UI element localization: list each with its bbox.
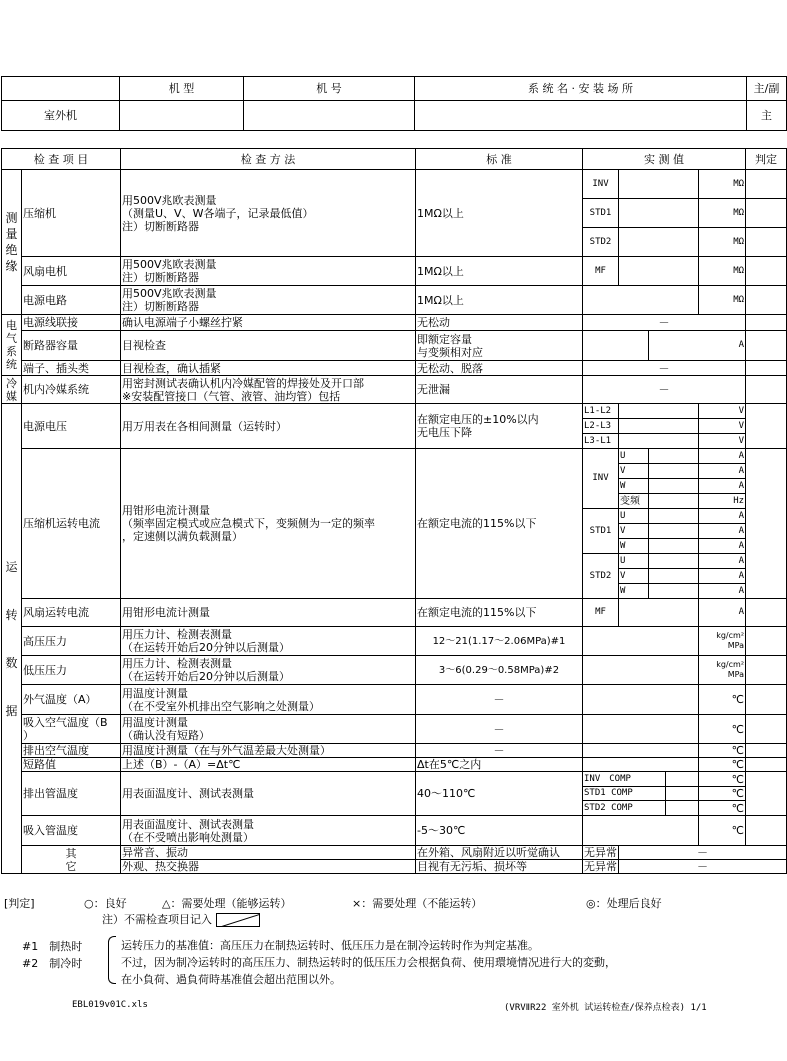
method-short-circuit: 上述（B）-（A）=Δt℃ (121, 758, 416, 772)
ins-std2-value[interactable] (619, 228, 699, 257)
cur-std2-phase: U (619, 554, 649, 569)
judge-short-circuit[interactable] (746, 758, 787, 772)
method-fan-motor: 用500V兆欧表测量 注）切断断路器 (121, 257, 416, 286)
header-system: 系 统 名 · 安 装 场 所 (415, 77, 747, 101)
judge-intake-temp[interactable] (746, 715, 787, 744)
cur-std2-v-value[interactable] (649, 569, 699, 584)
item-high-pressure: 高压压力 (22, 627, 121, 656)
outdoor-temp-unit: ℃ (699, 685, 746, 715)
volt-l1l2-value[interactable] (619, 404, 699, 419)
cur-std1-w-value[interactable] (649, 539, 699, 554)
judge-ins-std1[interactable] (746, 199, 787, 228)
system-field[interactable] (415, 101, 747, 131)
item-fan-motor: 风扇电机 (22, 257, 121, 286)
footer-title: (VRVⅡR22 室外机 试运转检查/保养点检表) 1/1 (504, 1003, 707, 1013)
item-suction-temp: 吸入管温度 (22, 816, 121, 846)
discharge-std2-label: STD2 COMP (583, 801, 666, 816)
std-appearance: 无异常 (584, 860, 617, 873)
note-line-1: 运转压力的基准值：高压压力在制热运转时、低压压力是在制冷运转时作为判定基准。 (121, 939, 539, 952)
item-discharge-temp: 排出管温度 (22, 772, 121, 816)
cur-std2-unit: A (699, 554, 746, 569)
method-suction-temp: 用表面温度计、测试表测量 （在不受喷出影响处测量） (121, 816, 416, 846)
legend-need-op: △：需要处理（能够运转） (162, 897, 292, 910)
col-method: 检 查 方 法 (121, 149, 416, 170)
breaker-rated-field[interactable] (583, 331, 649, 361)
legend-fixed: ◎：处理后良好 (586, 897, 662, 910)
judge-breaker[interactable] (746, 331, 787, 361)
col-standard: 标 准 (416, 149, 583, 170)
ins-power-unit: MΩ (699, 286, 746, 315)
std-refrigerant: 无泄漏 (416, 376, 583, 404)
std-fan-current: 在额定电流的115%以下 (416, 599, 583, 627)
exhaust-temp-value[interactable] (583, 744, 699, 758)
discharge-inv-label: INV COMP (583, 772, 666, 787)
std-wire: 无松动 (416, 315, 583, 331)
ins-mf-value[interactable] (619, 257, 699, 286)
method-breaker: 目视检查 (121, 331, 416, 361)
item-power-circuit: 电源电路 (22, 286, 121, 315)
item-compressor: 压缩机 (22, 170, 121, 257)
cur-inv-freq-unit: Hz (699, 494, 746, 509)
std-outdoor-temp: － (416, 685, 583, 715)
col-item: 检 查 项 目 (2, 149, 121, 170)
cur-std1-phase: U (619, 509, 649, 524)
item-outdoor-temp: 外气温度（A） (22, 685, 121, 715)
discharge-std1-label: STD1 COMP (583, 787, 666, 801)
judge-ins-inv[interactable] (746, 170, 787, 199)
judge-exhaust-temp[interactable] (746, 744, 787, 758)
cat-insulation: 测 量 绝 缘 (2, 170, 22, 315)
breaker-unit: A (649, 331, 746, 361)
legend-need-stop: ×：需要处理（不能运转） (352, 897, 483, 910)
header-main-sub: 主/副 (747, 77, 787, 101)
header-main: 主 (747, 101, 787, 131)
item-refrigerant: 机内冷媒系统 (22, 376, 121, 404)
suction-temp-unit: ℃ (699, 816, 746, 846)
cat-other: 其 它 (22, 846, 121, 874)
ins-mf-unit: MΩ (699, 257, 746, 286)
std-suction-temp: -5～30℃ (416, 816, 583, 846)
discharge-std2-value[interactable] (666, 801, 699, 816)
val-refrigerant: － (583, 376, 746, 404)
header-table (1, 76, 787, 131)
outdoor-temp-value[interactable] (583, 685, 699, 715)
volt-l2l3-unit: V (699, 419, 746, 434)
item-voltage: 电源电压 (22, 404, 121, 449)
item-breaker: 断路器容量 (22, 331, 121, 361)
inspection-table (1, 148, 787, 874)
cat-refrigerant: 冷 媒 (2, 376, 22, 404)
item-noise: 异常音、振动 (121, 846, 416, 860)
cur-std1-unit: A (699, 509, 746, 524)
ins-std2-label: STD2 (583, 228, 619, 257)
short-circuit-value[interactable] (583, 758, 699, 772)
judge-high-pressure[interactable] (746, 627, 787, 656)
cur-inv-unit: A (699, 479, 746, 494)
cur-inv-w-value[interactable] (649, 479, 699, 494)
intake-temp-unit: ℃ (699, 715, 746, 744)
method-terminal: 目视检查，确认插紧 (121, 361, 416, 376)
volt-l3l1-unit: V (699, 434, 746, 449)
footer-filename: EBL019v01C.xls (72, 1000, 148, 1010)
judge-refrigerant[interactable] (746, 376, 787, 404)
model-field[interactable] (120, 101, 244, 131)
cur-std1-label: STD1 (583, 509, 619, 554)
cur-std2-w-value[interactable] (649, 584, 699, 599)
std-noise: 无异常 (584, 846, 617, 859)
header-model: 机 型 (120, 77, 244, 101)
cur-std1-v-value[interactable] (649, 524, 699, 539)
cur-std1-unit: A (699, 524, 746, 539)
legend-good: ○：良好 (84, 897, 127, 910)
phase-l1l2: L1-L2 (583, 404, 619, 419)
cur-inv-phase: V (619, 464, 649, 479)
col-measured: 实 测 值 (583, 149, 746, 170)
number-field[interactable] (244, 101, 415, 131)
volt-l3l1-value[interactable] (619, 434, 699, 449)
slash-box-icon (216, 913, 260, 927)
std-fan-motor: 1MΩ以上 (416, 257, 583, 286)
item-fan-current: 风扇运转电流 (22, 599, 121, 627)
std-exhaust-temp: － (416, 744, 583, 758)
item-intake-temp: 吸入空气温度（B ） (22, 715, 121, 744)
val-wire: － (583, 315, 746, 331)
std-discharge-temp: 40～110℃ (416, 772, 583, 816)
method-comp-current: 用钳形电流计测量 （频率固定模式或应急模式下，变频侧为一定的频率 ，定速侧以满负载测量） (121, 449, 416, 599)
item-wire: 电源线联接 (22, 315, 121, 331)
low-pressure-unit-kg: kg/cm² (716, 660, 745, 669)
discharge-std1-value[interactable] (666, 787, 699, 801)
std-comp-current: 在额定电流的115%以下 (416, 449, 583, 599)
cur-inv-label: INV (583, 449, 619, 509)
discharge-unit: ℃ (699, 787, 746, 801)
note-line-2: 不过，因为制冷运转时的高压压力、制热运转时的低压压力会根据負荷、使用環境情况进行大的変動， (121, 956, 616, 969)
method-compressor: 用500V兆欧表测量 （测量U、V、W各端子，记录最低值） 注）切断断路器 (121, 170, 416, 257)
cur-inv-phase: W (619, 479, 649, 494)
discharge-unit: ℃ (699, 801, 746, 816)
ins-inv-label: INV (583, 170, 619, 199)
std-power-circuit: 1MΩ以上 (416, 286, 583, 315)
std-high-pressure: 12～21(1.17～2.06MPa)#1 (416, 627, 583, 656)
cur-std2-phase: W (619, 584, 649, 599)
exhaust-temp-unit: ℃ (699, 744, 746, 758)
cur-std2-u-value[interactable] (649, 554, 699, 569)
cat-operation: 运 转 数 据 (2, 404, 22, 874)
item-terminal: 端子、插头类 (22, 361, 121, 376)
volt-l1l2-unit: V (699, 404, 746, 419)
method-discharge-temp: 用表面温度计、测试表测量 (121, 772, 416, 816)
high-pressure-unit-mpa: MPa (727, 641, 745, 650)
ins-std1-unit: MΩ (699, 199, 746, 228)
method-noise: 在外箱、风扇附近以听觉确认 (416, 846, 583, 860)
cur-std1-phase: W (619, 539, 649, 554)
short-circuit-unit: ℃ (699, 758, 746, 772)
std-voltage: 在额定电压的±10%以内 无电压下降 (416, 404, 583, 449)
cur-std1-u-value[interactable] (649, 509, 699, 524)
judge-discharge-temp[interactable] (746, 772, 787, 816)
note-1-label: #1 制热时 (22, 940, 83, 953)
fan-current-unit: A (699, 599, 746, 627)
judge-fan-current[interactable] (746, 599, 787, 627)
method-appearance: 目视有无污垢、损坏等 (416, 860, 583, 874)
ins-std2-unit: MΩ (699, 228, 746, 257)
val-terminal: － (583, 361, 746, 376)
std-compressor: 1MΩ以上 (416, 170, 583, 257)
low-pressure-unit-mpa: MPa (727, 670, 745, 679)
item-exhaust-temp: 排出空气温度 (22, 744, 121, 758)
intake-temp-value[interactable] (583, 715, 699, 744)
suction-temp-value[interactable] (583, 816, 699, 846)
judge-ins-power[interactable] (746, 286, 787, 315)
judge-low-pressure[interactable] (746, 656, 787, 685)
cur-std2-unit: A (699, 584, 746, 599)
ins-std1-label: STD1 (583, 199, 619, 228)
header-number: 机 号 (244, 77, 415, 101)
discharge-inv-value[interactable] (666, 772, 699, 787)
method-voltage: 用万用表在各相间测量（运转时） (121, 404, 416, 449)
cur-inv-u-value[interactable] (649, 449, 699, 464)
low-pressure-value[interactable] (583, 656, 699, 685)
std-terminal: 无松动、脱落 (416, 361, 583, 376)
method-exhaust-temp: 用温度计测量（在与外气温差最大处测量） (121, 744, 416, 758)
judge-voltage[interactable] (746, 404, 787, 449)
method-high-pressure: 用压力计、检测表测量 （在运转开始后20分钟以后测量） (121, 627, 416, 656)
item-short-circuit: 短路值 (22, 758, 121, 772)
volt-l2l3-value[interactable] (619, 419, 699, 434)
cur-inv-unit: A (699, 464, 746, 479)
ins-mf-label: MF (583, 257, 619, 286)
phase-l3l1: L3-L1 (583, 434, 619, 449)
judge-outdoor-temp[interactable] (746, 685, 787, 715)
std-low-pressure: 3～6(0.29～0.58MPa)#2 (416, 656, 583, 685)
std-short-circuit: Δt在5℃之内 (416, 758, 583, 772)
judge-terminal[interactable] (746, 361, 787, 376)
item-appearance: 外观、热交换器 (121, 860, 416, 874)
ins-power-value[interactable] (583, 286, 699, 315)
val-noise: － (619, 846, 787, 860)
ins-inv-value[interactable] (619, 170, 699, 199)
cur-std2-label: STD2 (583, 554, 619, 599)
cur-std1-phase: V (619, 524, 649, 539)
std-breaker: 即额定容量 与变频相对应 (416, 331, 583, 361)
legend-title: [判定] (4, 897, 35, 910)
cur-std2-phase: V (619, 569, 649, 584)
cat-electric: 电 气 系 统 (2, 315, 22, 376)
brace-icon (108, 936, 116, 984)
cur-inv-unit: A (699, 449, 746, 464)
method-power-circuit: 用500V兆欧表测量 注）切断断路器 (121, 286, 416, 315)
judge-wire[interactable] (746, 315, 787, 331)
method-intake-temp: 用温度计测量 （确认没有短路） (121, 715, 416, 744)
legend-note (102, 911, 260, 927)
judge-ins-mf[interactable] (746, 257, 787, 286)
item-comp-current: 压缩机运转电流 (22, 449, 121, 599)
fan-current-value[interactable] (619, 599, 699, 627)
note-2-label: #2 制冷时 (22, 957, 83, 970)
judge-suction-temp[interactable] (746, 816, 787, 846)
judge-comp-current[interactable] (746, 449, 787, 599)
method-wire: 确认电源端子小螺丝拧紧 (121, 315, 416, 331)
method-refrigerant: 用密封测试表确认机内冷媒配管的焊接处及开口部 ※安装配管接口（气管、液管、油均管）包括 (121, 376, 416, 404)
method-outdoor-temp: 用温度计测量 （在不受室外机排出空气影响之处测量） (121, 685, 416, 715)
header-outdoor-label: 室外机 (2, 101, 120, 131)
std-intake-temp: － (416, 715, 583, 744)
fan-current-mf-label: MF (583, 599, 619, 627)
discharge-unit: ℃ (699, 772, 746, 787)
method-low-pressure: 用压力计、检测表测量 （在运转开始后20分钟以后测量） (121, 656, 416, 685)
ins-inv-unit: MΩ (699, 170, 746, 199)
high-pressure-value[interactable] (583, 627, 699, 656)
cur-inv-phase: U (619, 449, 649, 464)
item-low-pressure: 低压压力 (22, 656, 121, 685)
note-line-3: 在小負荷、過負荷時基准值会超出范围以外。 (121, 973, 341, 986)
cur-inv-freq-label: 变频 (619, 494, 649, 509)
val-appearance: － (619, 860, 787, 874)
cur-inv-freq-value[interactable] (649, 494, 699, 509)
phase-l2l3: L2-L3 (583, 419, 619, 434)
method-fan-current: 用钳形电流计测量 (121, 599, 416, 627)
judge-ins-std2[interactable] (746, 228, 787, 257)
high-pressure-unit-kg: kg/cm² (716, 631, 745, 640)
cur-std2-unit: A (699, 569, 746, 584)
col-judge: 判定 (746, 149, 787, 170)
legend-note-text: 注）不需检查项目记入 (102, 913, 212, 926)
ins-std1-value[interactable] (619, 199, 699, 228)
cur-inv-v-value[interactable] (649, 464, 699, 479)
cur-std1-unit: A (699, 539, 746, 554)
